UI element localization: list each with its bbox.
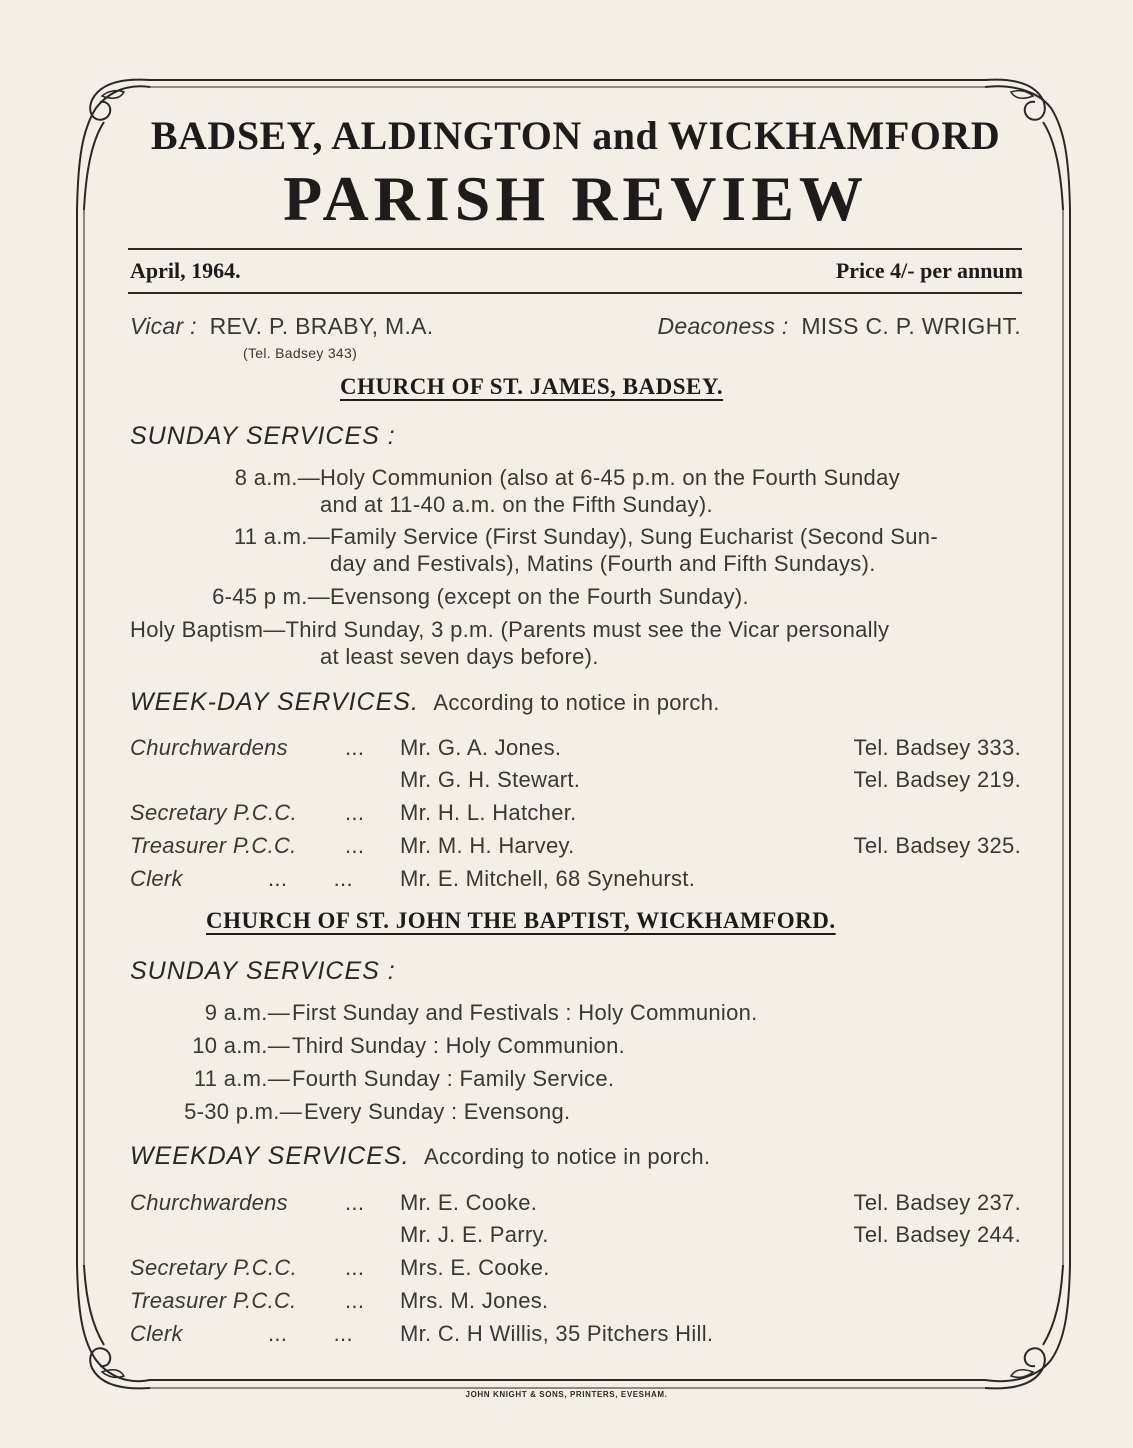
deaconess-name: MISS C. P. WRIGHT. — [801, 313, 1021, 339]
badsey-service-text: Family Service (First Sunday), Sung Eucharist (Second Sun- — [330, 524, 938, 549]
officer-name: Mr. C. H Willis, 35 Pitchers Hill. — [400, 1321, 714, 1346]
badsey-sunday-heading: SUNDAY SERVICES : — [130, 422, 396, 450]
wickhamford-service-text: Fourth Sunday : Family Service. — [292, 1066, 615, 1091]
officer-name: Mr. J. E. Parry. — [400, 1222, 549, 1247]
badsey-service-text-cont: day and Festivals), Matins (Fourth and Fifth Sundays). — [330, 551, 876, 576]
printer-imprint: JOHN KNIGHT & SONS, PRINTERS, EVESHAM. — [465, 1390, 668, 1399]
officer-name: Mr. G. A. Jones. — [400, 735, 562, 760]
officer-role: Churchwardens — [130, 1190, 288, 1215]
wickhamford-sunday-heading: SUNDAY SERVICES : — [130, 957, 396, 985]
officer-role: Clerk — [130, 866, 183, 891]
wickhamford-service-text: Third Sunday : Holy Communion. — [292, 1033, 626, 1058]
issue-price: Price 4/- per annum — [835, 258, 1023, 283]
wickhamford-service-time: 11 a.m.— — [193, 1066, 290, 1091]
officer-dots: ... — [345, 1255, 365, 1280]
officer-name: Mr. E. Cooke. — [400, 1190, 538, 1215]
badsey-baptism-cont: at least seven days before). — [320, 644, 599, 669]
badsey-service-time: 6-45 p m.— — [212, 584, 330, 609]
officer-role: Treasurer P.C.C. — [130, 833, 297, 858]
officer-name: Mr. G. H. Stewart. — [400, 767, 581, 792]
officer-dots: ... — [345, 800, 365, 825]
vicar-telephone: (Tel. Badsey 343) — [243, 345, 358, 361]
wickhamford-weekday-heading: WEEKDAY SERVICES. — [130, 1142, 410, 1170]
header-rule-bottom — [128, 292, 1022, 294]
deaconess-line — [657, 313, 1021, 340]
wickhamford-weekday-note: According to notice in porch. — [424, 1144, 711, 1169]
officer-tel: Tel. Badsey 237. — [853, 1190, 1021, 1215]
officer-name: Mrs. E. Cooke. — [400, 1255, 550, 1280]
wickhamford-service-text: First Sunday and Festivals : Holy Communion. — [292, 1000, 758, 1025]
deaconess-label: Deaconess : — [657, 313, 789, 339]
officer-name: Mr. H. L. Hatcher. — [400, 800, 577, 825]
officer-name: Mrs. M. Jones. — [400, 1288, 549, 1313]
officer-tel: Tel. Badsey 325. — [853, 833, 1021, 858]
vicar-line — [130, 313, 433, 340]
officer-dots: ... — [345, 1288, 365, 1313]
vicar-label: Vicar : — [130, 313, 197, 339]
officer-role: Treasurer P.C.C. — [130, 1288, 297, 1313]
officer-name: Mr. M. H. Harvey. — [400, 833, 575, 858]
badsey-service-text: Evensong (except on the Fourth Sunday). — [330, 584, 749, 609]
badsey-service-time: 11 a.m.— — [233, 524, 330, 549]
wickhamford-service-time: 9 a.m.— — [204, 1000, 290, 1025]
officer-role: Secretary P.C.C. — [130, 800, 298, 825]
wickhamford-service-time: 10 a.m.— — [192, 1033, 290, 1058]
header-rule-top — [128, 248, 1022, 250]
officer-tel: Tel. Badsey 333. — [853, 735, 1021, 760]
officer-role: Clerk — [130, 1321, 183, 1346]
wickhamford-weekday-line — [130, 1142, 710, 1171]
officer-dots: ... ... — [268, 1321, 353, 1346]
badsey-weekday-note: According to notice in porch. — [433, 690, 720, 715]
issue-date: April, 1964. — [130, 258, 241, 283]
wickhamford-service-text: Every Sunday : Evensong. — [304, 1099, 571, 1124]
officer-dots: ... — [345, 1190, 365, 1215]
badsey-service-text: Holy Communion (also at 6-45 p.m. on the Fourth Sunday — [320, 465, 900, 490]
corner-ornament-bottom-right — [985, 1265, 1070, 1388]
masthead-parishes: BADSEY, ALDINGTON and WICKHAMFORD — [150, 113, 1001, 158]
badsey-service-text-cont: and at 11-40 a.m. on the Fifth Sunday). — [320, 492, 713, 517]
officer-dots: ... — [345, 833, 365, 858]
officer-tel: Tel. Badsey 219. — [853, 767, 1021, 792]
officer-name: Mr. E. Mitchell, 68 Synehurst. — [400, 866, 696, 891]
officer-dots: ... ... — [268, 866, 353, 891]
badsey-service-time: 8 a.m.— — [234, 465, 320, 490]
vicar-name: REV. P. BRABY, M.A. — [209, 313, 434, 339]
officer-role: Secretary P.C.C. — [130, 1255, 298, 1280]
officer-tel: Tel. Badsey 244. — [853, 1222, 1021, 1247]
wickhamford-church-title: CHURCH OF ST. JOHN THE BAPTIST, WICKHAMFORD. — [206, 908, 836, 933]
masthead-title: PARISH REVIEW — [283, 163, 868, 234]
badsey-weekday-line — [130, 688, 720, 717]
officer-role: Churchwardens — [130, 735, 288, 760]
badsey-church-title: CHURCH OF ST. JAMES, BADSEY. — [340, 374, 724, 399]
badsey-baptism: Holy Baptism—Third Sunday, 3 p.m. (Parents must see the Vicar personally — [130, 617, 890, 642]
badsey-weekday-heading: WEEK-DAY SERVICES. — [130, 688, 419, 716]
wickhamford-service-time: 5-30 p.m.— — [184, 1099, 302, 1124]
officer-dots: ... — [345, 735, 365, 760]
